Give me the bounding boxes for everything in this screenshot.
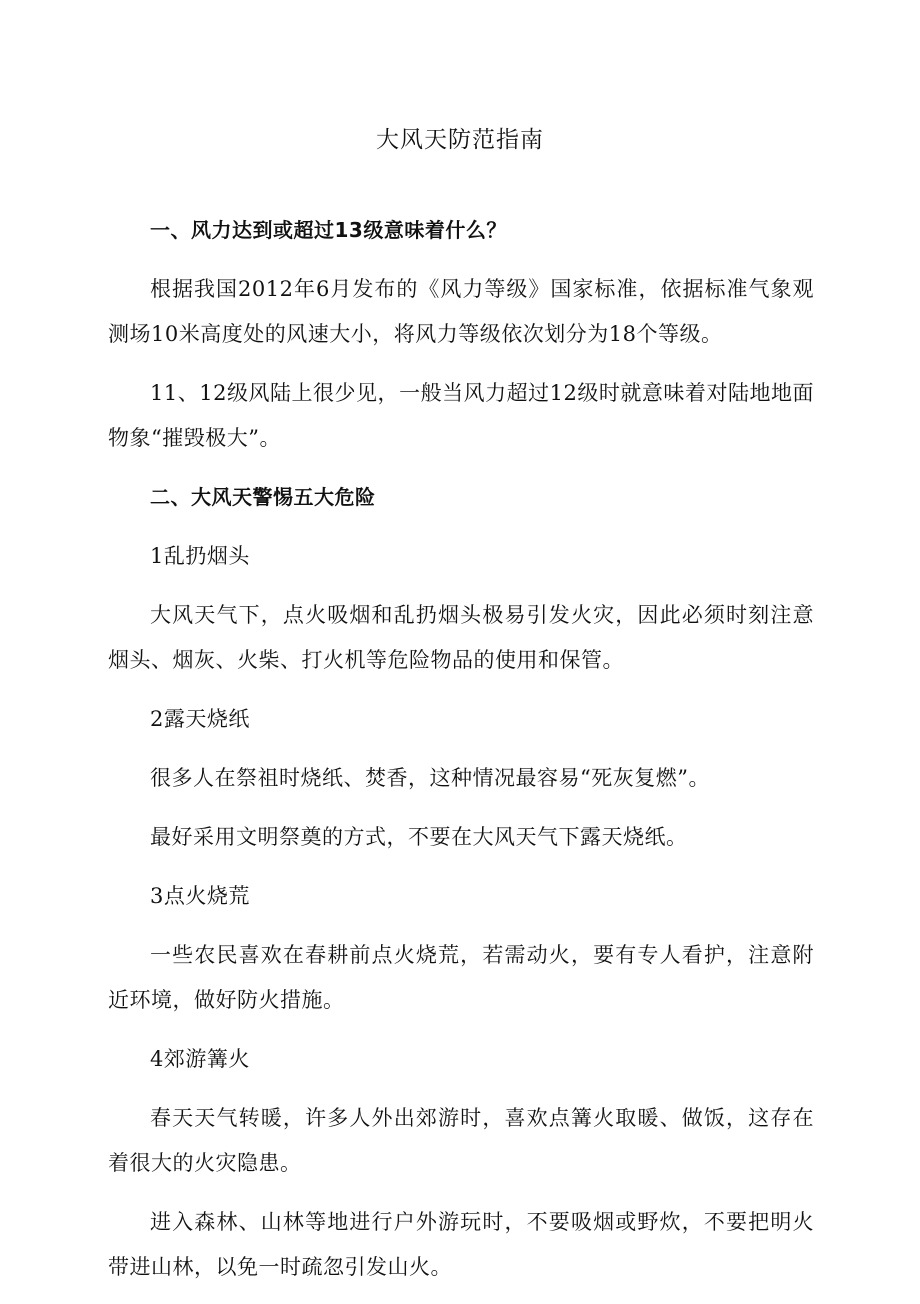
paragraph-campfire-1: 春天天气转暖，许多人外出郊游时，喜欢点篝火取暖、做饭，这存在着很大的火灾隐患。: [108, 1106, 814, 1175]
document-title: 大风天防范指南: [376, 127, 544, 153]
subheading-paper-burning: 2露天烧纸: [150, 707, 250, 731]
document-body: [108, 208, 814, 1304]
section-heading-1: 一、风力达到或超过13级意味着什么？: [150, 218, 507, 242]
subheading-cigarettes: 1乱扔烟头: [150, 544, 250, 568]
paragraph-wind-standard: 根据我国2012年6月发布的《风力等级》国家标准，依据标准气象观测场10米高度处的风速大小，将风力等级依次划分为18个等级。: [108, 277, 814, 346]
paragraph-cigarettes: 大风天气下，点火吸烟和乱扔烟头极易引发火灾，因此必须时刻注意烟头、烟灰、火柴、打火机等危险物品的使用和保管。: [108, 603, 814, 672]
subheading-campfire: 4郊游篝火: [150, 1047, 250, 1071]
paragraph-paper-burning-1: 很多人在祭祖时烧纸、焚香，这种情况最容易“死灰复燃”。: [150, 766, 710, 790]
subheading-field-burning: 3点火烧荒: [150, 884, 250, 908]
paragraph-field-burning: 一些农民喜欢在春耕前点火烧荒，若需动火，要有专人看护，注意附近环境，做好防火措施。: [108, 943, 814, 1012]
paragraph-paper-burning-2: 最好采用文明祭奠的方式，不要在大风天气下露天烧纸。: [150, 825, 688, 849]
paragraph-campfire-2: 进入森林、山林等地进行户外游玩时，不要吸烟或野炊，不要把明火带进山林，以免一时疏忽引发山火。: [108, 1210, 814, 1279]
section-heading-2: 二、大风天警惕五大危险: [150, 485, 376, 509]
paragraph-wind-12: 11、12级风陆上很少见，一般当风力超过12级时就意味着对陆地地面物象“摧毁极大”。: [108, 381, 814, 450]
